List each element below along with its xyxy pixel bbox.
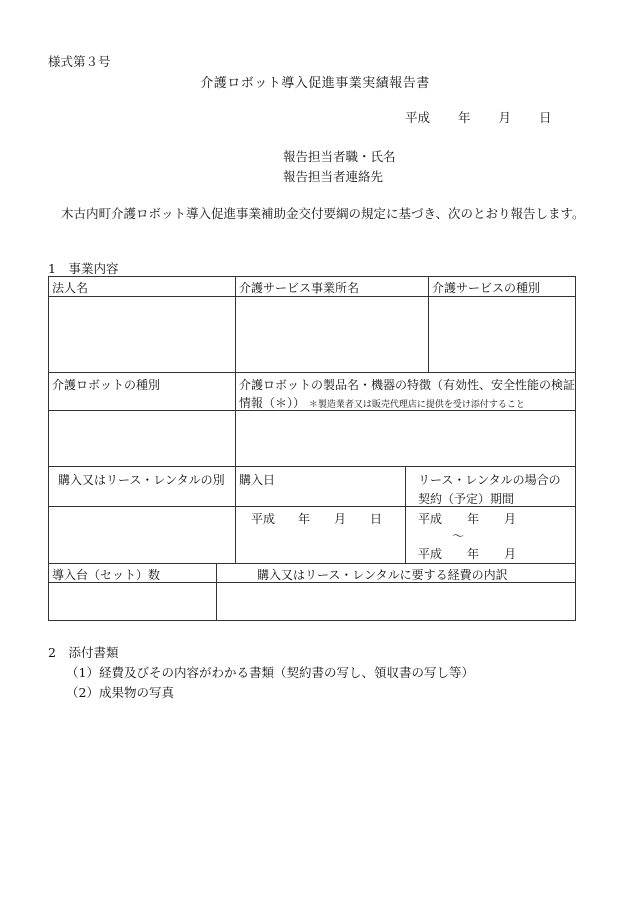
- reporter-name-label: 報告担当者職・氏名: [283, 149, 396, 164]
- document-title: 介護ロボット導入促進事業実績報告書: [200, 76, 430, 91]
- col-care-service-type: 介護サービスの種別: [432, 281, 541, 295]
- date-era: 平成: [405, 110, 431, 125]
- attachment-item: （2）成果物の写真: [66, 685, 174, 700]
- lease-start-year: 年: [467, 512, 480, 526]
- col-corporation-name: 法人名: [52, 281, 89, 295]
- date-day: 日: [539, 110, 552, 125]
- section1-heading: 1 事業内容: [48, 261, 119, 276]
- lease-end-month: 月: [504, 547, 517, 561]
- date-year: 年: [458, 110, 471, 125]
- date-month: 月: [498, 110, 512, 125]
- attachment-item: （1）経費及びその内容がわかる書類（契約書の写し、領収書の写し等）: [66, 665, 474, 680]
- col-care-office-name: 介護サービス事業所名: [239, 281, 360, 295]
- report-date: [405, 108, 552, 126]
- lease-start-month: 月: [504, 512, 517, 526]
- purchase-date-label: 購入日: [239, 473, 276, 487]
- lease-end-era: 平成: [418, 547, 443, 561]
- lease-period-label-line2: 契約（予定）期間: [418, 492, 515, 506]
- units-count-label: 導入台（セット）数: [52, 568, 161, 582]
- lease-period-label-line1: リース・レンタルの場合の: [418, 473, 561, 487]
- expense-breakdown-label: 購入又はリース・レンタルに要する経費の内訳: [257, 568, 508, 582]
- purchase-date-era: 平成: [251, 512, 276, 526]
- robot-product-note: ＊製造業者又は販売代理店に提供を受け添付すること: [308, 400, 525, 410]
- purchase-date-day: 日: [370, 512, 383, 526]
- form-number: 様式第３号: [48, 54, 111, 69]
- lease-period-tilde: ～: [452, 529, 465, 543]
- robot-type-label: 介護ロボットの種別: [52, 378, 161, 392]
- lease-end-year: 年: [467, 547, 480, 561]
- robot-product-label-line1: 介護ロボットの製品名・機器の特徴（有効性、安全性能の検証: [239, 378, 576, 392]
- lease-start-era: 平成: [418, 512, 443, 526]
- purchase-date-month: 月: [334, 512, 347, 526]
- body-text: 木古内町介護ロボット導入促進事業補助金交付要綱の規定に基づき、次のとおり報告します。: [61, 206, 585, 221]
- robot-product-info: 情報（＊））: [239, 396, 306, 410]
- reporter-contact-label: 報告担当者連絡先: [283, 169, 384, 184]
- robot-product-label-line2: [239, 394, 525, 411]
- purchase-or-lease-label: 購入又はリース・レンタルの別: [58, 473, 225, 487]
- purchase-date-year: 年: [298, 512, 311, 526]
- section2-heading: 2 添付書類: [48, 645, 119, 660]
